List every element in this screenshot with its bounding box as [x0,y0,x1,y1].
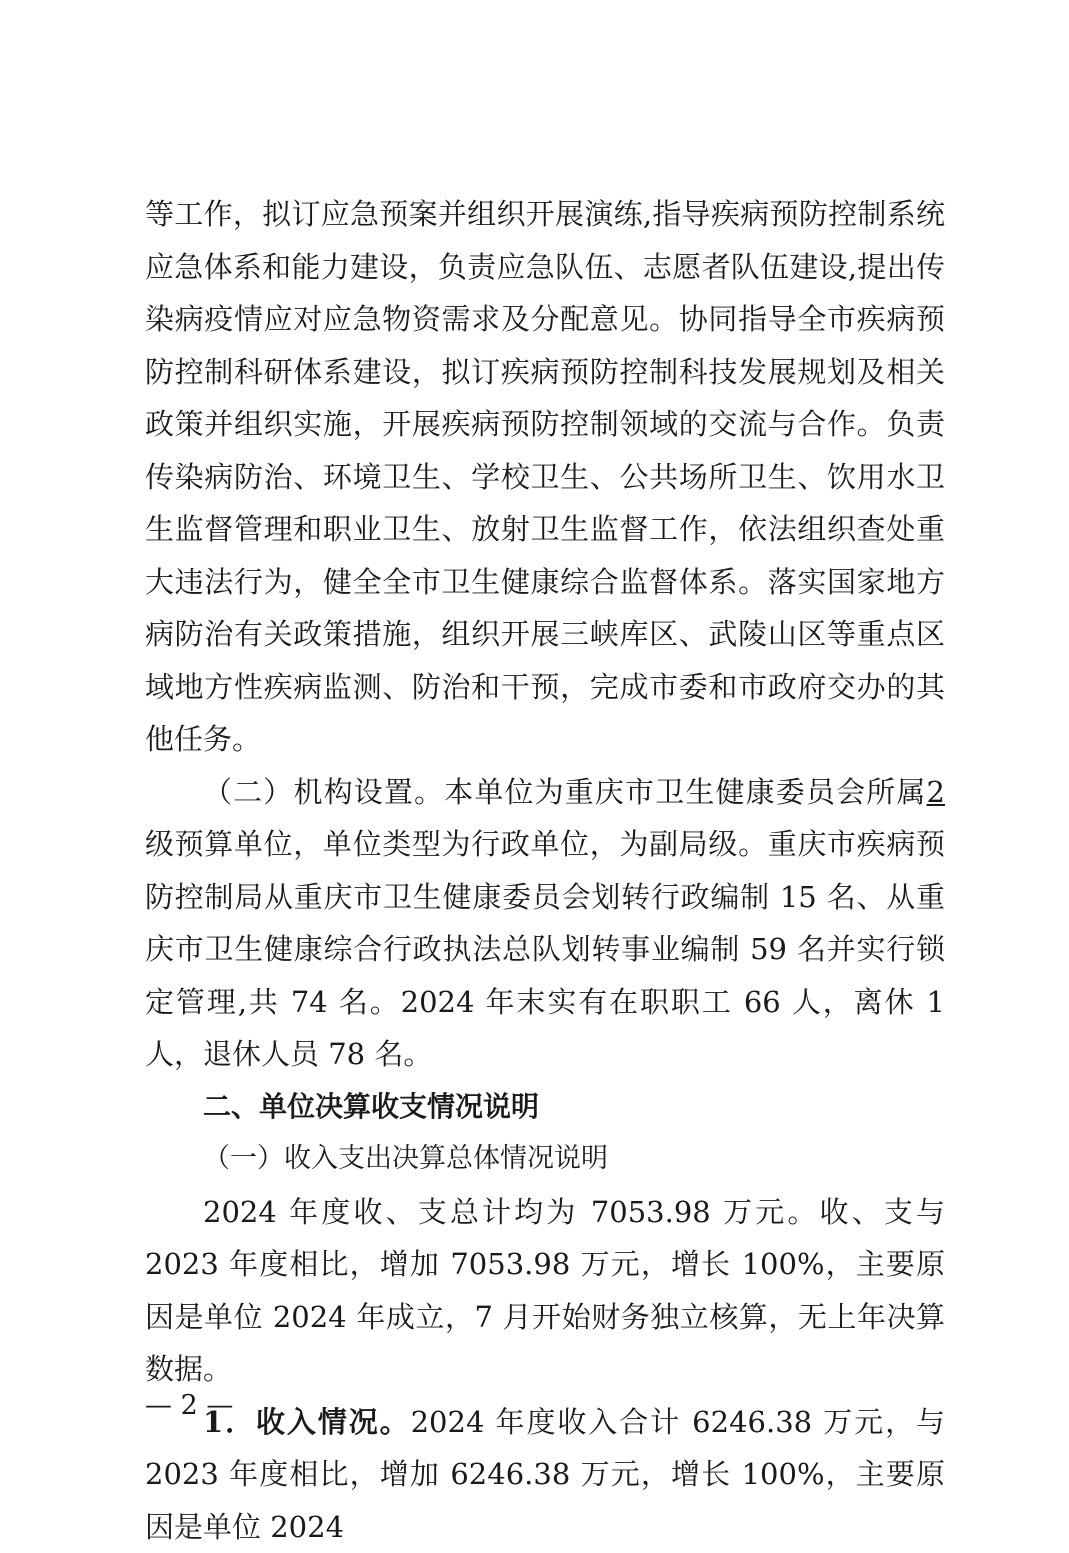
paragraph-income [145,1396,945,1553]
budget-level-value: 2 [927,775,945,809]
subsection-heading-overall: （一）收入支出决算总体情况说明 [145,1133,945,1186]
paragraph-overall-totals: 2024 年度收、支总计均为 7053.98 万元。收、支与 2023 年度相比，增加 7053.98 万元，增长 100%，主要原因是单位 2024 年成立，7 月开始财务独立核算，无上年决算数据。 [145,1186,945,1396]
paragraph-organization-setup [145,766,945,1081]
document-body [145,188,945,1553]
organization-setup-text-end: 级预算单位，单位类型为行政单位，为副局级。重庆市疾病预防控制局从重庆市卫生健康委员会划转行政编制 15 名、从重庆市卫生健康综合行政执法总队划转事业编制 59 名并实行锁定管理,共 74 名。2024 年末实有在职职工 66 人，离休 1 人，退休人员 78 名。 [145,827,945,1071]
page-number: — 2 — [145,1390,233,1421]
income-text: 2024 年度收入合计 6246.38 万元，与 2023 年度相比，增加 6246.38 万元，增长 100%，主要原因是单位 2024 [145,1405,945,1544]
section-heading-budget-explanation: 二、单位决算收支情况说明 [145,1081,945,1134]
organization-setup-text-start: （二）机构设置。本单位为重庆市卫生健康委员会所属 [203,775,927,809]
income-label: 1．收入情况。 [203,1405,411,1439]
paragraph-duties-continued: 等工作，拟订应急预案并组织开展演练,指导疾病预防控制系统应急体系和能力建设，负责应急队伍、志愿者队伍建设,提出传染病疫情应对应急物资需求及分配意见。协同指导全市疾病预防控制科研体系建设，拟订疾病预防控制科技发展规划及相关政策并组织实施，开展疾病预防控制领域的交流与合作。负责传染病防治、环境卫生、学校卫生、公共场所卫生、饮用水卫生监督管理和职业卫生、放射卫生监督工作，依法组织查处重大违法行为，健全全市卫生健康综合监督体系。落实国家地方病防治有关政策措施，组织开展三峡库区、武陵山区等重点区域地方性疾病监测、防治和干预，完成市委和市政府交办的其他任务。 [145,188,945,766]
